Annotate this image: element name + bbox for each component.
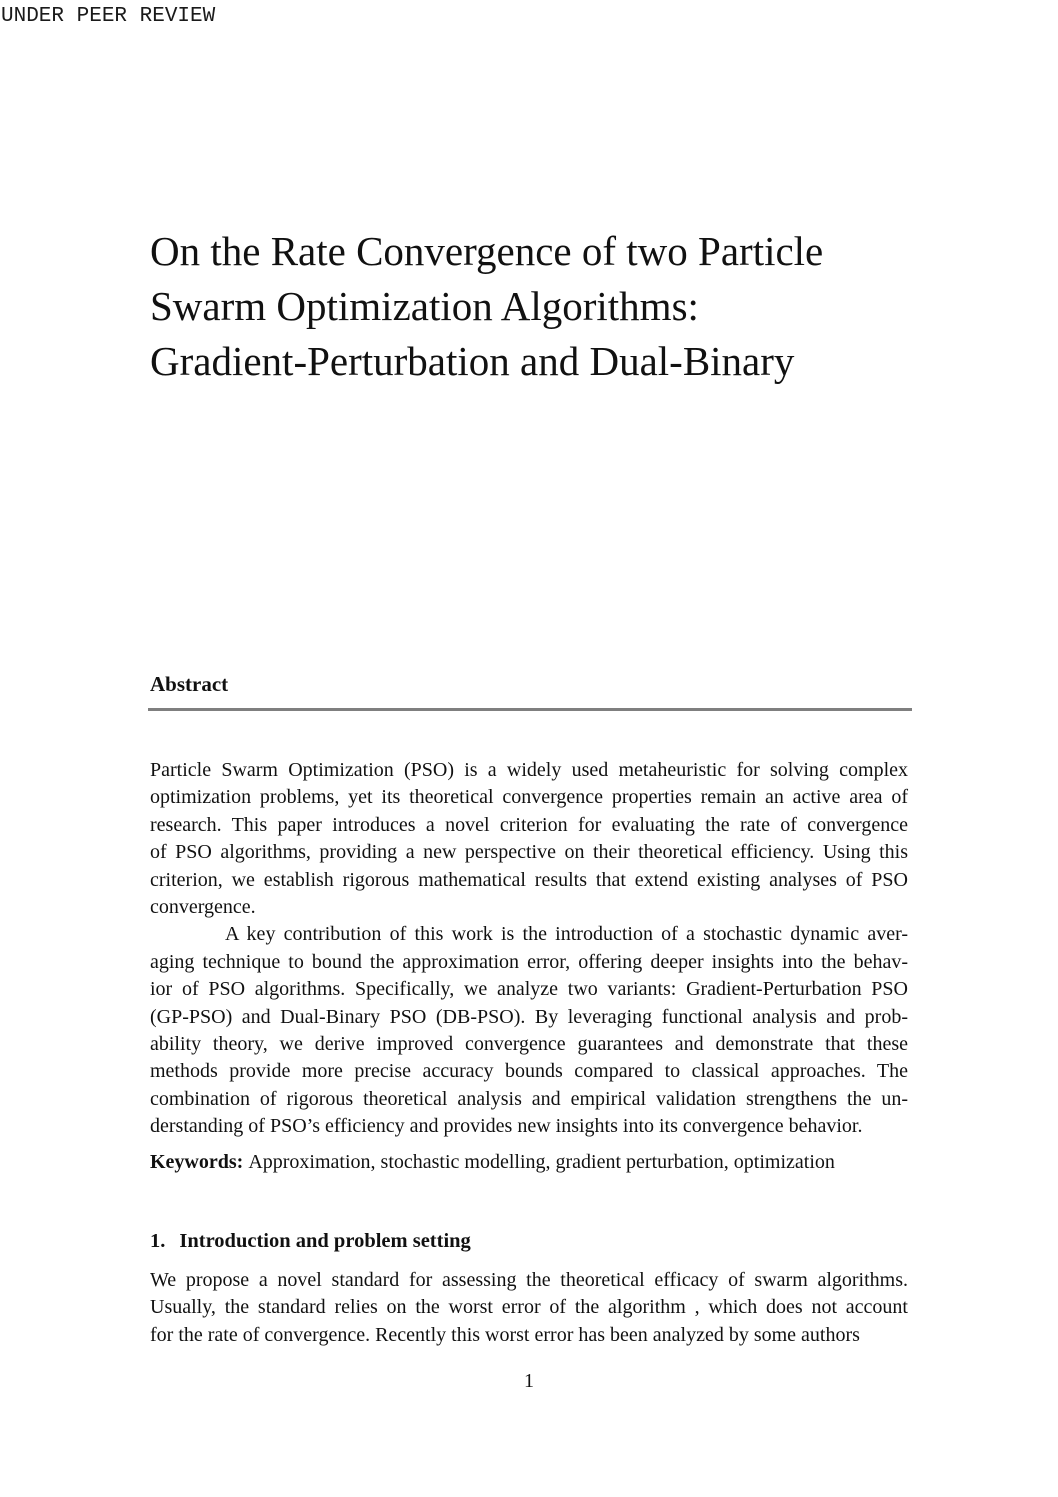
page-number: 1 — [524, 1370, 534, 1392]
text-line: (GP-PSO) and Dual-Binary PSO (DB-PSO). By leveraging functional analysis and prob- — [150, 1005, 908, 1028]
text-line: ior of PSO algorithms. Specifically, we analyze two variants: Gradient-Perturbation PSO — [150, 978, 908, 1001]
text-line: convergence. — [150, 896, 256, 919]
text-line: We propose a novel standard for assessing the theoretical efficacy of swarm algorithms. — [150, 1269, 908, 1291]
introduction-text — [150, 1267, 908, 1349]
paragraph — [150, 1267, 908, 1349]
text-line: A key contribution of this work is the introduction of a stochastic dynamic aver- — [225, 923, 908, 946]
text-line: aging technique to bound the approximation error, offering deeper insights into the behav- — [150, 950, 908, 973]
abstract-divider-rule — [148, 708, 912, 711]
paragraph — [150, 921, 908, 1140]
text-line: criterion, we establish rigorous mathematical results that extend existing analyses of PSO — [150, 868, 908, 891]
text-line: research. This paper introduces a novel criterion for evaluating the rate of convergence — [150, 813, 908, 836]
text-line: Usually, the standard relies on the worst error of the algorithm , which does not account — [150, 1296, 908, 1319]
section-title: Introduction and problem setting — [179, 1230, 471, 1252]
paper-title — [150, 224, 950, 389]
text-line: optimization problems, yet its theoretical convergence properties remain an active area of — [150, 786, 908, 809]
peer-review-banner: UNDER PEER REVIEW — [1, 5, 216, 28]
paragraph — [150, 757, 908, 921]
abstract-body — [150, 757, 908, 1141]
text-line: Swarm Optimization Algorithms: — [150, 283, 699, 329]
text-line: On the Rate Convergence of two Particle — [150, 228, 824, 274]
text-line: combination of rigorous theoretical analysis and empirical validation strengthens the un- — [150, 1087, 908, 1110]
abstract-heading: Abstract — [150, 672, 229, 696]
text-line: ability theory, we derive improved convergence guarantees and demonstrate that these — [150, 1033, 908, 1056]
keywords-line — [150, 1149, 908, 1176]
text-line: Particle Swarm Optimization (PSO) is a widely used metaheuristic for solving complex — [150, 759, 908, 781]
text-line: methods provide more precise accuracy bounds compared to classical approaches. The — [150, 1060, 908, 1083]
text-line: derstanding of PSO’s efficiency and provides new insights into its convergence behavior. — [150, 1115, 863, 1138]
keywords-label: Keywords: — [150, 1151, 244, 1173]
section-1-heading — [150, 1228, 908, 1255]
keywords-text: Approximation, stochastic modelling, gradient perturbation, optimization — [248, 1151, 835, 1173]
text-line: Gradient-Perturbation and Dual-Binary — [150, 338, 795, 384]
text-line: for the rate of convergence. Recently this worst error has been analyzed by some authors — [150, 1323, 860, 1346]
section-number: 1. — [150, 1230, 166, 1252]
text-line: of PSO algorithms, providing a new perspective on their theoretical efficiency. Using this — [150, 841, 908, 864]
